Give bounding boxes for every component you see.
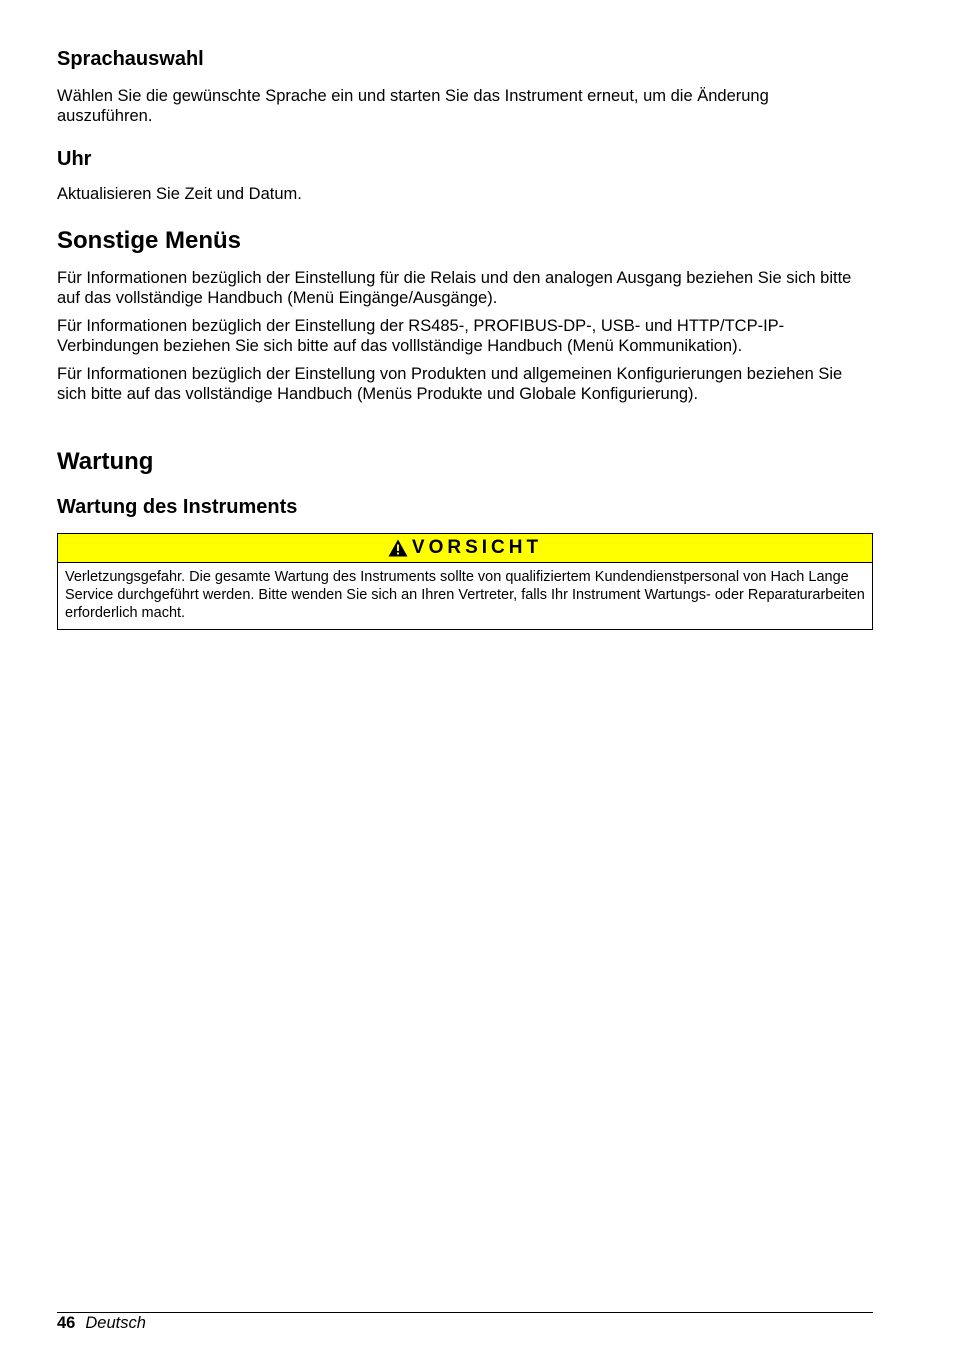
heading-sonstige-menus: Sonstige Menüs	[57, 227, 242, 254]
paragraph-uhr: Aktualisieren Sie Zeit und Datum.	[57, 185, 302, 203]
heading-uhr: Uhr	[57, 148, 92, 170]
warning-triangle-icon	[388, 539, 408, 557]
caution-box	[57, 533, 873, 630]
page-number: 46	[57, 1314, 76, 1332]
footer-divider	[57, 1312, 873, 1313]
paragraph-sprachauswahl: Wählen Sie die gewünschte Sprache ein und starten Sie das Instrument erneut, um die Änderung auszuführen.	[57, 87, 769, 125]
paragraph-sonstige-2: Für Informationen bezüglich der Einstellung der RS485-, PROFIBUS-DP-, USB- und HTTP/TCP-IP-Verbindungen beziehen Sie sich bitte auf das volllständige Handbuch (Menü Kommunikation).	[57, 317, 785, 355]
heading-wartung: Wartung	[57, 448, 154, 475]
caution-title: VORSICHT	[411, 537, 543, 558]
heading-wartung-des-instruments: Wartung des Instruments	[57, 496, 298, 518]
page-footer	[57, 1313, 146, 1333]
caution-header	[58, 534, 872, 563]
paragraph-sonstige-1: Für Informationen bezüglich der Einstellung für die Relais und den analogen Ausgang beziehen Sie sich bitte auf das vollständige Handbuch (Menü Eingänge/Ausgänge).	[57, 269, 852, 307]
footer-language: Deutsch	[85, 1314, 146, 1332]
caution-text: Verletzungsgefahr. Die gesamte Wartung des Instruments sollte von qualifiziertem Kundendienstpersonal von Hach Lange Service durchgeführt werden. Bitte wenden Sie sich an Ihren Vertreter, falls Ihr Instrument Wartungs- oder Reparaturarbeiten erforderlich macht.	[65, 569, 865, 621]
paragraph-sonstige-3: Für Informationen bezüglich der Einstellung von Produkten und allgemeinen Konfigurierungen beziehen Sie sich bitte auf das vollständige Handbuch (Menüs Produkte und Globale Konfigurierung).	[57, 365, 843, 403]
heading-sprachauswahl: Sprachauswahl	[57, 48, 204, 70]
